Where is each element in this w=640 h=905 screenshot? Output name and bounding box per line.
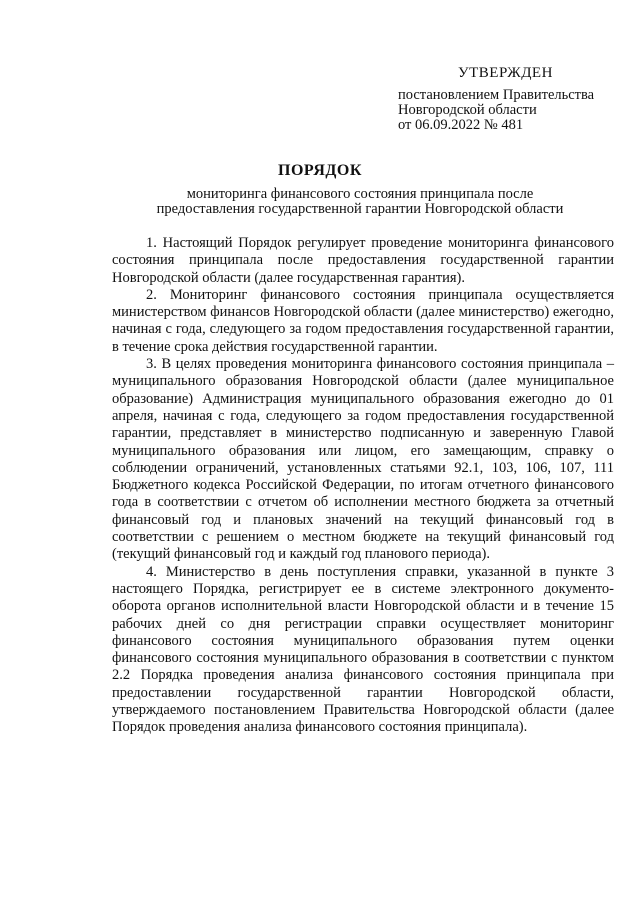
approval-line-2: Новгородской области xyxy=(398,102,537,118)
approval-block xyxy=(398,66,628,133)
approval-line-3: от 06.09.2022 № 481 xyxy=(398,117,524,133)
approval-heading: УТВЕРЖДЕН xyxy=(458,65,553,81)
approval-line-1: постановлением Правительства xyxy=(398,87,595,103)
paragraph-1: 1. Настоящий Порядок регулирует проведение мониторинга финансового состояния принципала после предоставления государственной гарантии Новгородской области (далее государственная гарантия). xyxy=(112,235,614,286)
subtitle-line-2: предоставления государственной гарантии Новгородской области xyxy=(156,201,564,217)
subtitle-line-1: мониторинга финансового состояния принципала после xyxy=(186,186,534,202)
document-subtitle xyxy=(60,187,640,217)
paragraph-3: 3. В целях проведения мониторинга финансового состояния принципала – муниципального образования Новгородской области (далее муниципальное образование) Администрация муниципального образования ежегодно до 01 апреля, начиная с года, следующего за годом предоставления государственной гарантии, представляет в министерство подписанную и заверенную Главой муниципального образования или лицом, его замещающим, справку о соблюдении ограничений, установленных статьями 92.1, 103, 106, 107, 111 Бюджетного кодекса Российской Федерации, по итогам отчетного финансового года в соответствии с отчетом об исполнении местного бюджета за отчетный финансовый год и плановых значений на текущий финансовый год в соответствии с решением о местном бюджете на текущий финансовый год (текущий финансовый год и каждый год планового периода). xyxy=(112,356,614,563)
paragraph-4: 4. Министерство в день поступления справки, указанной в пункте 3 настоящего Порядка, регистрирует ее в системе электронного документо-оборота органов исполнительной власти Новгородской области и в течение 15 рабочих дней со дня регистрации справки осуществляет мониторинг финансового состояния муниципального образования путем оценки финансового состояния муниципального образования в соответствии с пунктом 2.2 Порядка проведения анализа финансового состояния принципала при предоставлении государственной гарантии Новгородской области, утверждаемого постановлением Правительства Новгородской области (далее Порядок проведения анализа финансового состояния принципала). xyxy=(112,563,614,736)
document-title: ПОРЯДОК xyxy=(278,162,362,179)
paragraph-2: 2. Мониторинг финансового состояния принципала осуществляется министерством финансов Новгородской области (далее министерство) ежегодно, начиная с года, следующего за годом предоставления государственной гарантии, в течение срока действия государственной гарантии. xyxy=(112,286,614,355)
document-body xyxy=(112,235,614,737)
